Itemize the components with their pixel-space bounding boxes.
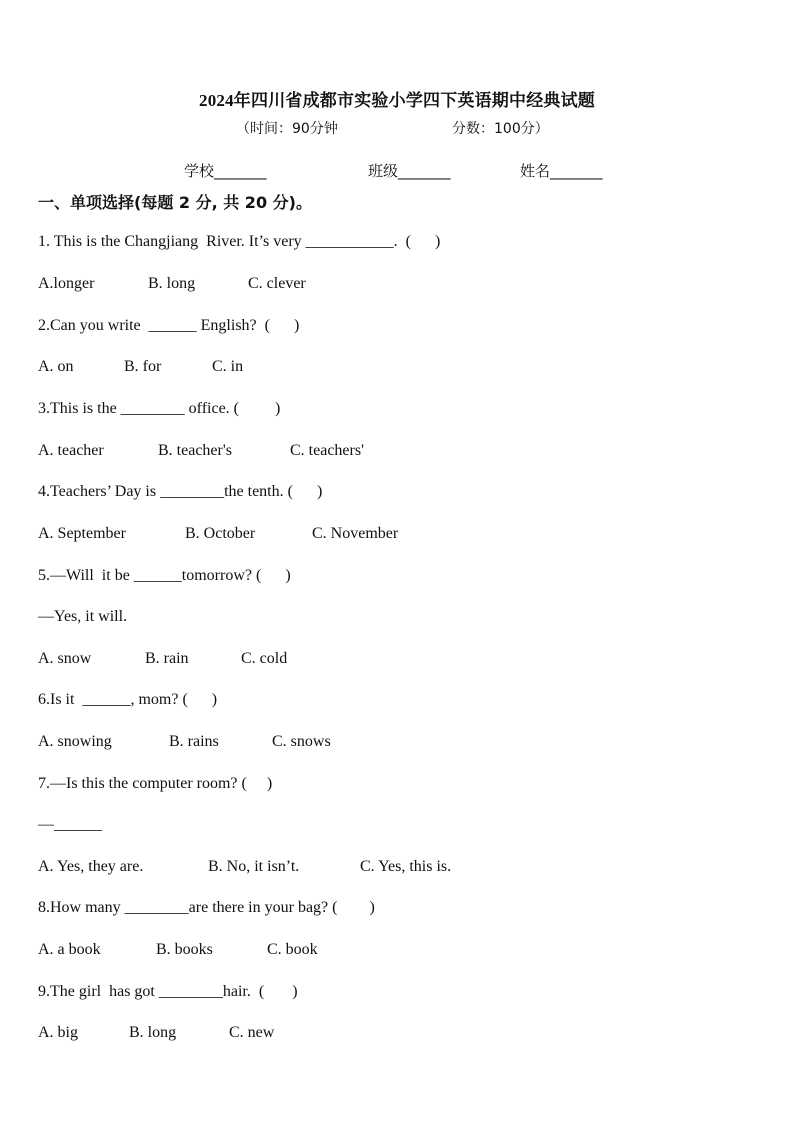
name-field: 姓名_______ [520,162,603,180]
question-1-stem: 1. This is the Changjiang River. It’s very ___________. ( ) [38,233,441,250]
question-4-option-b: B. October [185,525,256,542]
question-2-option-c: C. in [212,358,244,375]
exam-score: 分数：100分） [452,121,549,137]
question-5-option-c: C. cold [241,650,288,667]
question-6-stem: 6.Is it ______, mom? ( ) [38,691,218,708]
question-2-option-a: A. on [38,358,74,375]
question-5-option-a: A. snow [38,650,92,667]
question-6-option-b: B. rains [169,733,219,750]
question-3-stem: 3.This is the ________ office. ( ) [38,400,281,417]
exam-info [0,118,794,138]
question-8-option-a: A. a book [38,941,101,958]
question-1-option-c: C. clever [248,275,306,292]
question-9-option-a: A. big [38,1024,78,1041]
question-8-stem: 8.How many ________are there in your bag? ( ) [38,899,375,916]
question-7-option-c: C. Yes, this is. [360,858,452,875]
student-fields [0,160,794,180]
question-8-option-c: C. book [267,941,318,958]
question-5-option-b: B. rain [145,650,189,667]
class-field: 班级_______ [368,162,451,180]
question-9-option-b: B. long [129,1024,177,1041]
question-6-option-c: C. snows [272,733,331,750]
question-2-stem: 2.Can you write ______ English? ( ) [38,317,300,334]
question-1-option-a: A.longer [38,275,95,292]
school-field: 学校_______ [184,162,267,180]
question-5-reply: —Yes, it will. [38,608,128,625]
question-3-option-c: C. teachers' [290,442,364,459]
question-2-option-b: B. for [124,358,162,375]
question-4-stem: 4.Teachers’ Day is ________the tenth. ( ) [38,483,323,500]
section-heading: 一、单项选择(每题 2 分, 共 20 分)。 [38,193,312,212]
question-5-stem: 5.—Will it be ______tomorrow? ( ) [38,567,291,584]
question-8-option-b: B. books [156,941,213,958]
question-7-stem: 7.—Is this the computer room? ( ) [38,775,273,792]
question-4-option-a: A. September [38,525,126,542]
page-title: 2024年四川省成都市实验小学四下英语期中经典试题 [199,91,595,110]
question-4-option-c: C. November [312,525,399,542]
question-7-reply: —______ [38,816,102,833]
question-3-option-a: A. teacher [38,442,104,459]
question-3-option-b: B. teacher's [158,442,232,459]
question-9-option-c: C. new [229,1024,275,1041]
question-6-option-a: A. snowing [38,733,112,750]
question-7-option-b: B. No, it isn’t. [208,858,300,875]
question-7-option-a: A. Yes, they are. [38,858,144,875]
exam-time: （时间：90分钟 [236,121,338,137]
question-9-stem: 9.The girl has got ________hair. ( ) [38,983,298,1000]
question-1-option-b: B. long [148,275,196,292]
